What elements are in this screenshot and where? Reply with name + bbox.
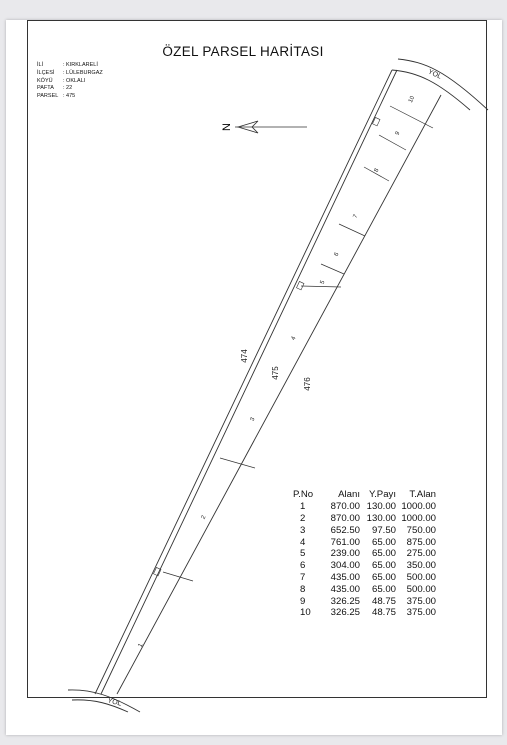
table-cell: 7 — [300, 571, 306, 583]
table-cell: 435.00 — [330, 583, 360, 595]
parcel-area-table — [293, 489, 436, 619]
parcel-number-2: 2 — [200, 514, 208, 521]
table-cell: 870.00 — [330, 512, 360, 524]
table-row — [293, 560, 436, 572]
table-header: Y.Payı — [368, 489, 396, 501]
table-cell: 304.00 — [330, 560, 360, 572]
parcel-number-4: 4 — [290, 335, 298, 342]
table-cell: 65.00 — [371, 571, 396, 583]
table-cell: 275.00 — [406, 548, 436, 560]
parcel-divider — [339, 224, 365, 236]
table-cell: 8 — [300, 583, 306, 595]
road-label-bottom: YOL — [106, 697, 123, 708]
table-cell: 5 — [300, 548, 306, 560]
table-cell: 239.00 — [330, 548, 360, 560]
table-cell: 48.75 — [371, 607, 396, 619]
table-cell: 875.00 — [406, 536, 436, 548]
marker-box — [296, 281, 303, 289]
parcel-number-1: 1 — [137, 642, 145, 649]
table-header: Alanı — [338, 489, 360, 501]
table-cell: 10 — [300, 607, 311, 619]
table-row — [293, 524, 436, 536]
table-row — [293, 583, 436, 595]
info-row-koy: KÖYÜ : OKLALI — [37, 77, 86, 84]
table-cell: 750.00 — [406, 524, 436, 536]
adjacent-parcel-476: 476 — [303, 377, 312, 391]
road-label-top: YOL — [426, 68, 443, 81]
adjacent-parcel-475: 475 — [271, 366, 280, 380]
table-cell: 65.00 — [371, 536, 396, 548]
table-row — [293, 536, 436, 548]
table-cell: 2 — [300, 512, 306, 524]
table-cell: 350.00 — [406, 560, 436, 572]
table-cell: 870.00 — [330, 501, 360, 513]
table-cell: 130.00 — [366, 512, 396, 524]
north-label: N — [221, 123, 233, 131]
parcel-number-3: 3 — [249, 416, 257, 423]
table-cell: 1000.00 — [401, 512, 436, 524]
table-cell: 326.25 — [330, 607, 360, 619]
parcel-divider — [321, 264, 344, 274]
parcel-divider — [220, 458, 255, 468]
table-cell: 435.00 — [330, 571, 360, 583]
table-cell: 97.50 — [371, 524, 396, 536]
road-bottom-outer — [68, 690, 140, 712]
table-cell: 1000.00 — [401, 501, 436, 513]
info-row-il: İLİ : KIRKLARELİ — [37, 62, 98, 68]
info-row-parsel: PARSEL : 475 — [37, 93, 76, 100]
table-cell: 4 — [300, 536, 306, 548]
parcel-divider — [379, 135, 406, 150]
table-cell: 48.75 — [371, 595, 396, 607]
parcel-number-5: 5 — [319, 279, 327, 286]
table-cell: 500.00 — [406, 583, 436, 595]
parcel-number-8: 8 — [373, 167, 381, 174]
table-cell: 6 — [300, 560, 306, 572]
table-cell: 1 — [300, 501, 306, 513]
table-cell: 375.00 — [406, 595, 436, 607]
table-cell: 65.00 — [371, 548, 396, 560]
table-header: P.No — [293, 489, 314, 501]
parcel-number-9: 9 — [394, 130, 402, 137]
table-header: T.Alan — [409, 489, 436, 501]
info-row-pafta: PAFTA : 22 — [37, 85, 73, 92]
table-cell: 326.25 — [330, 595, 360, 607]
parcel-number-7: 7 — [352, 213, 360, 220]
table-row — [293, 501, 436, 513]
parcel-divider — [163, 572, 193, 581]
info-row-ilce: İLÇESİ : LÜLEBURGAZ — [37, 69, 103, 76]
parcel-divider — [301, 286, 341, 287]
parcel-divider — [390, 106, 433, 128]
table-cell: 761.00 — [330, 536, 360, 548]
table-cell: 65.00 — [371, 560, 396, 572]
parcel-number-6: 6 — [333, 251, 341, 258]
page-title: ÖZEL PARSEL HARİTASI — [162, 44, 324, 59]
table-cell: 652.50 — [330, 524, 360, 536]
table-row — [293, 595, 436, 607]
table-cell: 375.00 — [406, 607, 436, 619]
table-row — [293, 548, 436, 560]
table-cell: 65.00 — [371, 583, 396, 595]
adjacent-parcel-474: 474 — [240, 349, 249, 363]
table-row — [293, 513, 436, 525]
parcel-number-10: 10 — [407, 95, 417, 104]
table-cell: 500.00 — [406, 571, 436, 583]
table-cell: 3 — [300, 524, 306, 536]
table-cell: 9 — [300, 595, 306, 607]
table-row — [293, 572, 436, 584]
table-header-row — [293, 489, 436, 501]
table-cell: 130.00 — [366, 501, 396, 513]
north-arrow — [221, 121, 307, 133]
table-row — [293, 607, 436, 619]
